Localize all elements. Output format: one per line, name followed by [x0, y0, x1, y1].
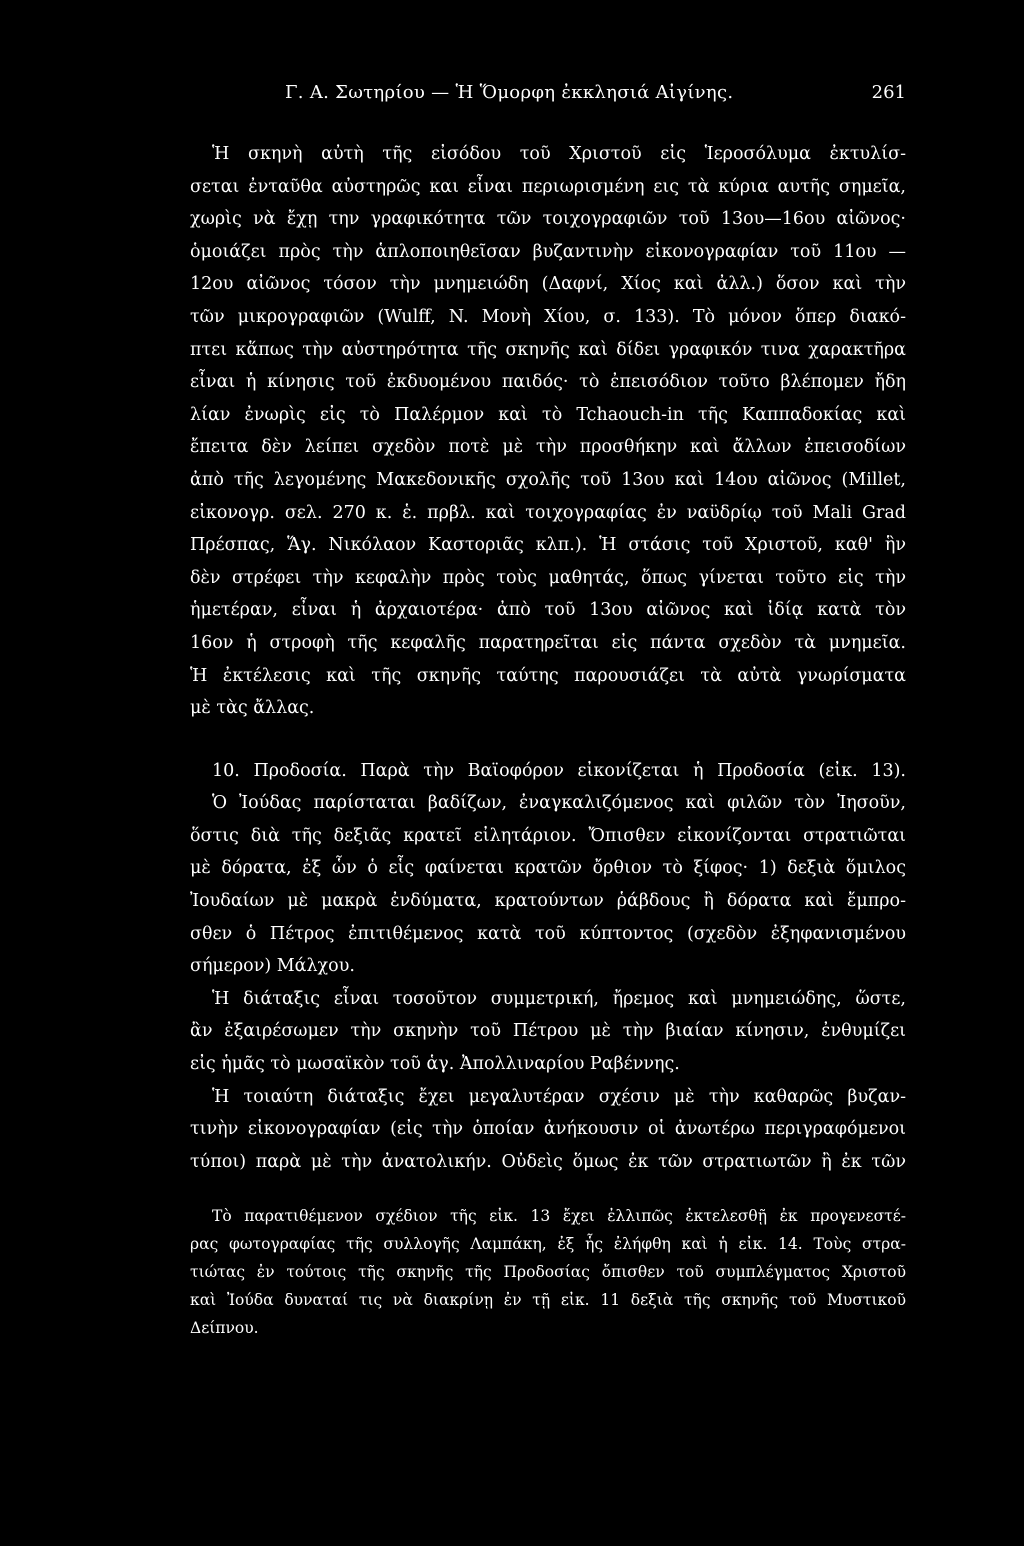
footnote-line: ρας φωτογραφίας τῆς συλλογῆς Λαμπάκη, ἐξ ἧς ἐλήφθη καὶ ἡ εἰκ. 14. Τοὺς στρα-: [190, 1235, 906, 1254]
text-line: Ἡ σκηνὴ αὐτὴ τῆς εἰσόδου τοῦ Χριστοῦ εἰς Ἱεροσόλυμα ἐκτυλίσ-: [212, 144, 906, 164]
text-line: μὲ τὰς ἄλλας.: [190, 698, 315, 719]
text-line: μὲ δόρατα, ἐξ ὧν ὁ εἷς φαίνεται κρατῶν ὄρθιον τὸ ξίφος· 1) δεξιὰ ὅμιλος: [190, 858, 906, 879]
text-line: ὅστις διὰ τῆς δεξιᾶς κρατεῖ εἰλητάριον. Ὄπισθεν εἰκονίζονται στρατιῶται: [190, 825, 906, 846]
footnotes: [190, 1202, 906, 1342]
footnote-line: Δείπνου.: [190, 1319, 259, 1338]
text-line: Ἡ διάταξις εἶναι τοσοῦτον συμμετρική, ἤρεμος καὶ μνημειώδης, ὥστε,: [212, 988, 906, 1009]
text-line: εἶναι ἡ κίνησις τοῦ ἐκδυομένου παιδός· τὸ ἐπεισόδιον τοῦτο βλέπομεν ἤδη: [190, 372, 906, 393]
section-gap: [190, 725, 906, 755]
text-line: ἔπειτα δὲν λείπει σχεδὸν ποτὲ μὲ τὴν προσθήκην καὶ ἄλλων ἐπεισοδίων: [190, 437, 906, 458]
footnote-line: Τὸ παρατιθέμενον σχέδιον τῆς εἰκ. 13 ἔχει ἐλλιπῶς ἐκτελεσθῇ ἐκ προγενεστέ-: [212, 1207, 906, 1226]
text-line: 16ον ἡ στροφὴ τῆς κεφαλῆς παρατηρεῖται εἰς πάντα σχεδὸν τὰ μνημεῖα.: [190, 632, 906, 653]
text-line: 10. Προδοσία. Παρὰ τὴν Βαϊοφόρον εἰκονίζεται ἡ Προδοσία (εἰκ. 13).: [212, 760, 906, 781]
text-line: Πρέσπας, Ἅγ. Νικόλαον Καστοριᾶς κλπ.). Ἡ στάσις τοῦ Χριστοῦ, καθ' ἣν: [190, 535, 906, 556]
page: [190, 78, 906, 1342]
running-header: [190, 78, 906, 108]
text-line: Ἰουδαίων μὲ μακρὰ ἐνδύματα, κρατούντων ῥάβδους ἢ δόρατα καὶ ἔμπρο-: [190, 891, 906, 912]
text-line: τῶν μικρογραφιῶν (Wulff, N. Μονὴ Χίου, σ. 133). Τὸ μόνον ὅπερ διακό-: [190, 306, 906, 327]
text-line: πτει κἅπως τὴν αὐστηρότητα τῆς σκηνῆς καὶ δίδει γραφικόν τινα χαρακτῆρα: [190, 339, 906, 360]
footnote-line: τιώτας ἐν τούτοις τῆς σκηνῆς τῆς Προδοσίας ὄπισθεν τοῦ συμπλέγματος Χριστοῦ: [190, 1263, 906, 1282]
text-line: δὲν στρέφει τὴν κεφαλὴν πρὸς τοὺς μαθητάς, ὅπως γίνεται τοῦτο εἰς τὴν: [190, 567, 906, 588]
text-line: εἰς ἡμᾶς τὸ μωσαϊκὸν τοῦ ἁγ. Ἀπολλιναρίου Ραβέννης.: [190, 1054, 680, 1075]
text-line: ὁμοιάζει πρὸς τὴν ἁπλοποιηθεῖσαν βυζαντινὴν εἰκονογραφίαν τοῦ 11ου —: [190, 241, 906, 262]
text-line: εἰκονογρ. σελ. 270 κ. ἑ. πρβλ. καὶ τοιχογραφίας ἐν ναϋδρίῳ τοῦ Mali Grad: [190, 502, 906, 523]
text-line: σθεν ὁ Πέτρος ἐπιτιθέμενος κατὰ τοῦ κύπτοντος (σχεδὸν ἐξηφανισμένου: [190, 923, 906, 944]
text-line: ἀπὸ τῆς λεγομένης Μακεδονικῆς σχολῆς τοῦ 13ου καὶ 14ου αἰῶνος (Millet,: [190, 469, 906, 490]
text-line: 12ου αἰῶνος τόσον τὴν μνημειώδη (Δαφνί, Χίος καὶ ἀλλ.) ὅσον καὶ τὴν: [190, 274, 906, 295]
text-line: ἂν ἐξαιρέσωμεν τὴν σκηνὴν τοῦ Πέτρου μὲ τὴν βιαίαν κίνησιν, ἐνθυμίζει: [190, 1021, 906, 1042]
footnote-line: καὶ Ἰούδα δυναταί τις νὰ διακρίνῃ ἐν τῇ εἰκ. 11 δεξιὰ τῆς σκηνῆς τοῦ Μυστικοῦ: [190, 1291, 906, 1310]
text-line: ἡμετέραν, εἶναι ἡ ἀρχαιοτέρα· ἀπὸ τοῦ 13ου αἰῶνος καὶ ἰδίᾳ κατὰ τὸν: [190, 600, 906, 621]
text-line: Ὁ Ἰούδας παρίσταται βαδίζων, ἐναγκαλιζόμενος καὶ φιλῶν τὸν Ἰησοῦν,: [212, 793, 906, 814]
section-prodosia: [190, 755, 906, 1179]
header-title: Γ. Α. Σωτηρίου — Ἡ Ὅμορφη ἐκκλησιά Αἰγίνης.: [285, 82, 734, 103]
text-line: σεται ἐνταῦθα αὐστηρῶς και εἶναι περιωρισμένη εις τὰ κύρια αυτῆς σημεῖα,: [190, 176, 906, 197]
text-line: τινὴν εἰκονογραφίαν (εἰς τὴν ὁποίαν ἀνήκουσιν οἱ ἀνωτέρω περιγραφόμενοι: [190, 1119, 906, 1140]
text-line: Ἡ ἐκτέλεσις καὶ τῆς σκηνῆς ταύτης παρουσιάζει τὰ αὐτὰ γνωρίσματα: [190, 665, 906, 686]
main-paragraph: [190, 138, 906, 725]
text-line: σήμερον) Μάλχου.: [190, 956, 355, 977]
text-line: τύποι) παρὰ μὲ τὴν ἀνατολικήν. Οὐδεὶς ὅμως ἐκ τῶν στρατιωτῶν ἢ ἐκ τῶν: [190, 1151, 906, 1172]
text-line: λίαν ἐνωρὶς εἰς τὸ Παλέρμον καὶ τὸ Tchaouch-in τῆς Καππαδοκίας καὶ: [190, 404, 906, 425]
text-line: Ἡ τοιαύτη διάταξις ἔχει μεγαλυτέραν σχέσιν μὲ τὴν καθαρῶς βυζαν-: [212, 1086, 906, 1107]
text-line: χωρὶς νὰ ἔχῃ την γραφικότητα τῶν τοιχογραφιῶν τοῦ 13ου—16ου αἰῶνος·: [190, 209, 906, 230]
page-number: 261: [871, 82, 906, 103]
